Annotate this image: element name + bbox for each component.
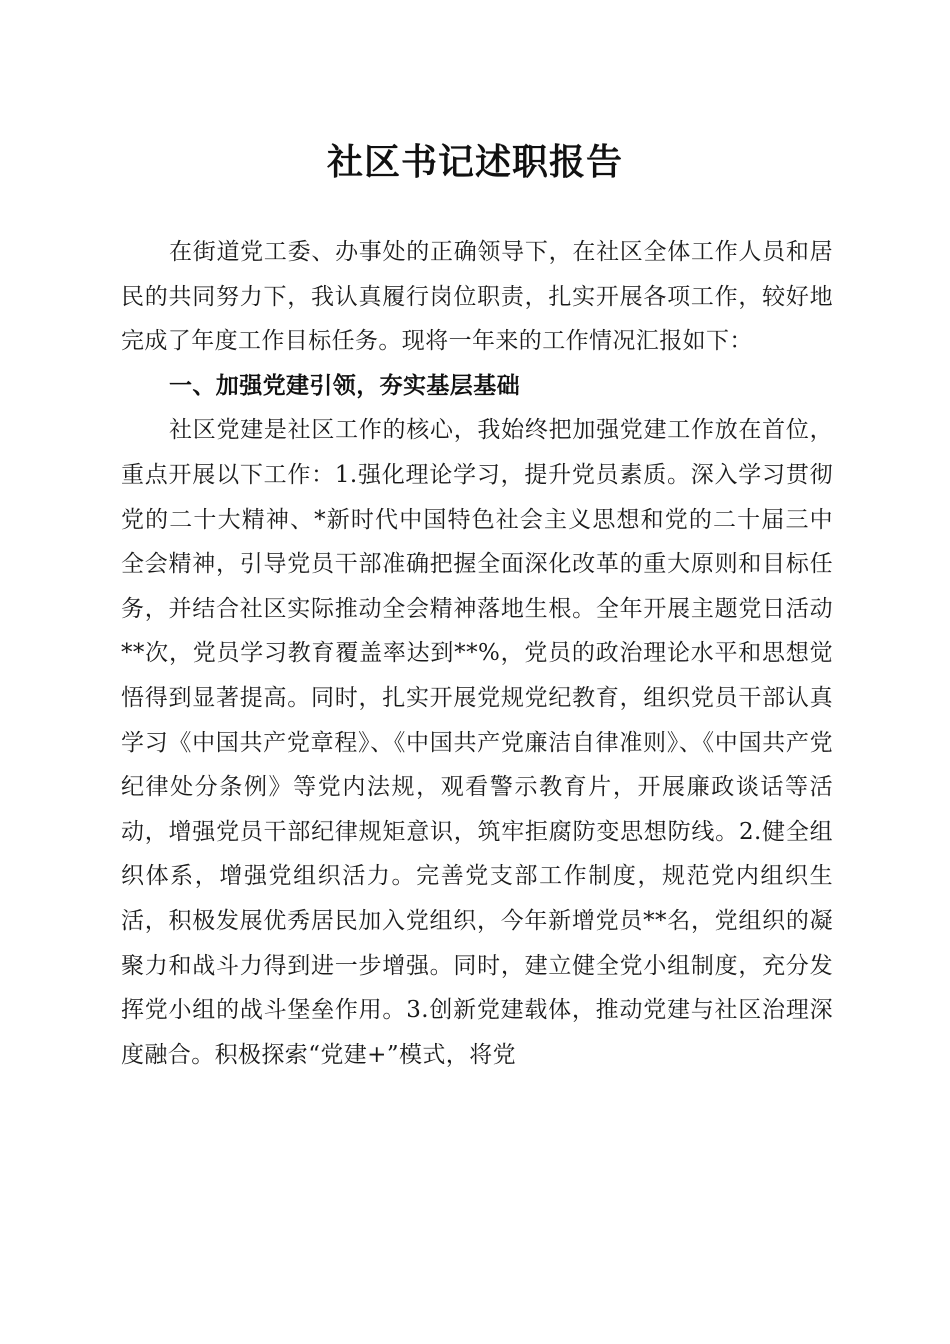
section-paragraph: 社区党建是社区工作的核心，我始终把加强党建工作放在首位，重点开展以下工作：1.强化理论学习，提升党员素质。深入学习贯彻党的二十大精神、*新时代中国特色社会主义思想和党的二十届三中全会精神，引导党员干部准确把握全面深化改革的重大原则和目标任务，并结合社区实际推动全会精神落地生根。全年开展主题党日活动**次，党员学习教育覆盖率达到**%，党员的政治理论水平和思想觉悟得到显著提高。同时，扎实开展党规党纪教育，组织党员干部认真学习《中国共产党章程》、《中国共产党廉洁自律准则》、《中国共产党纪律处分条例》等党内法规，观看警示教育片，开展廉政谈话等活动，增强党员干部纪律规矩意识，筑牢拒腐防变思想防线。2.健全组织体系，增强党组织活力。完善党支部工作制度，规范党内组织生活，积极发展优秀居民加入党组织，今年新增党员**名，党组织的凝聚力和战斗力得到进一步增强。同时，建立健全党小组制度，充分发挥党小组的战斗堡垒作用。3.创新党建载体，推动党建与社区治理深度融合。积极探索“党建+”模式，将党 [121, 417, 833, 1068]
document-body [121, 230, 833, 1077]
document-title: 社区书记述职报告 [326, 141, 623, 183]
section-heading: 一、加强党建引领，夯实基层基础 [169, 372, 520, 399]
intro-paragraph: 在街道党工委、办事处的正确领导下，在社区全体工作人员和居民的共同努力下，我认真履行岗位职责，扎实开展各项工作，较好地完成了年度工作目标任务。现将一年来的工作情况汇报如下： [121, 239, 833, 355]
